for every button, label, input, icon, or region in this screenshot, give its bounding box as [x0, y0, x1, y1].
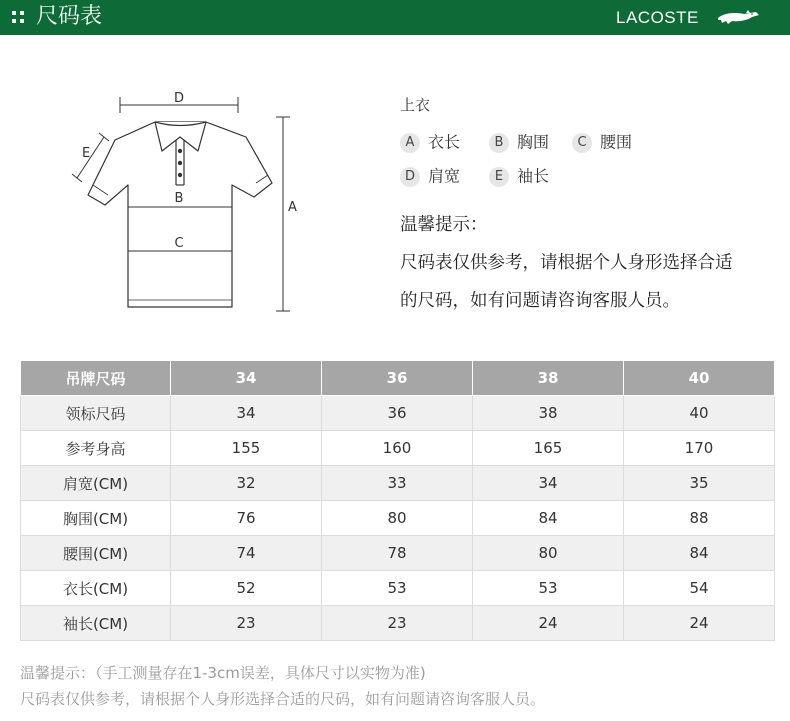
- legend-key: C: [572, 133, 592, 153]
- tips-line-2: 的尺码，如有问题请咨询客服人员。: [400, 291, 680, 311]
- table-row: [21, 501, 775, 536]
- table-row: [21, 571, 775, 606]
- row-label: 肩宽(CM): [21, 466, 171, 501]
- tips-block: [400, 210, 780, 324]
- label-a: A: [288, 200, 297, 215]
- table-cell: 78: [322, 536, 473, 571]
- legend-item-b: [489, 131, 549, 153]
- footer-notes: [20, 660, 545, 712]
- header-cell-size: 40: [624, 361, 775, 396]
- row-label: 衣长(CM): [21, 571, 171, 606]
- table-cell: 35: [624, 466, 775, 501]
- table-cell: 24: [473, 606, 624, 641]
- table-cell: 23: [322, 606, 473, 641]
- header-cell-size: 36: [322, 361, 473, 396]
- header-cell-size: 38: [473, 361, 624, 396]
- crocodile-logo-icon: [716, 9, 760, 27]
- label-d: D: [173, 91, 185, 106]
- table-cell: 84: [624, 536, 775, 571]
- header-cell-label: 吊牌尺码: [21, 361, 171, 396]
- table-cell: 76: [171, 501, 322, 536]
- table-row: [21, 431, 775, 466]
- grid-dots-icon: [12, 11, 24, 23]
- legend-category: 上衣: [400, 96, 431, 114]
- row-label: 腰围(CM): [21, 536, 171, 571]
- legend-label: 肩宽: [428, 166, 461, 186]
- legend-label: 袖长: [517, 166, 550, 186]
- table-cell: 32: [171, 466, 322, 501]
- label-b: B: [174, 191, 184, 206]
- legend-label: 腰围: [600, 132, 633, 152]
- row-label: 领标尺码: [21, 396, 171, 431]
- table-cell: 155: [171, 431, 322, 466]
- row-label: 胸围(CM): [21, 501, 171, 536]
- table-cell: 53: [473, 571, 624, 606]
- header-bar: [0, 0, 790, 35]
- label-e: E: [82, 146, 91, 161]
- legend-key: D: [400, 167, 420, 187]
- shirt-diagram: [60, 85, 320, 325]
- row-label: 袖长(CM): [21, 606, 171, 641]
- row-label: 参考身高: [21, 431, 171, 466]
- legend-label: 胸围: [517, 132, 550, 152]
- table-cell: 84: [473, 501, 624, 536]
- legend-item-e: [489, 165, 549, 187]
- table-cell: 23: [171, 606, 322, 641]
- table-row: [21, 396, 775, 431]
- tips-line-1: 尺码表仅供参考，请根据个人身形选择合适: [400, 253, 733, 273]
- table-cell: 88: [624, 501, 775, 536]
- legend-item-a: [400, 131, 460, 153]
- table-cell: 36: [322, 396, 473, 431]
- table-cell: 34: [473, 466, 624, 501]
- table-cell: 160: [322, 431, 473, 466]
- legend-label: 衣长: [428, 132, 461, 152]
- legend-item-c: [572, 131, 632, 153]
- shirt-outline: [88, 122, 272, 307]
- table-cell: 80: [473, 536, 624, 571]
- table-cell: 170: [624, 431, 775, 466]
- table-cell: 54: [624, 571, 775, 606]
- table-cell: 165: [473, 431, 624, 466]
- measurement-legend: [400, 95, 633, 186]
- table-row: [21, 606, 775, 641]
- footer-line-1: 温馨提示：（手工测量存在1-3cm误差，具体尺寸以实物为准): [20, 664, 426, 682]
- table-cell: 40: [624, 396, 775, 431]
- table-cell: 80: [322, 501, 473, 536]
- brand-name: LACOSTE: [616, 8, 699, 27]
- tips-heading: 温馨提示：: [400, 215, 488, 235]
- legend-key: A: [400, 133, 420, 153]
- table-cell: 38: [473, 396, 624, 431]
- legend-key: E: [489, 167, 509, 187]
- size-table: [20, 360, 775, 641]
- table-cell: 52: [171, 571, 322, 606]
- legend-item-d: [400, 165, 460, 187]
- table-cell: 34: [171, 396, 322, 431]
- table-cell: 74: [171, 536, 322, 571]
- page-title: 尺码表: [36, 4, 103, 29]
- table-row: [21, 536, 775, 571]
- table-cell: 24: [624, 606, 775, 641]
- footer-line-2: 尺码表仅供参考，请根据个人身形选择合适的尺码，如有问题请咨询客服人员。: [20, 690, 546, 708]
- table-row: [21, 466, 775, 501]
- label-c: C: [174, 236, 184, 251]
- table-cell: 33: [322, 466, 473, 501]
- table-cell: 53: [322, 571, 473, 606]
- header-cell-size: 34: [171, 361, 322, 396]
- legend-key: B: [489, 133, 509, 153]
- table-header-row: [21, 361, 775, 396]
